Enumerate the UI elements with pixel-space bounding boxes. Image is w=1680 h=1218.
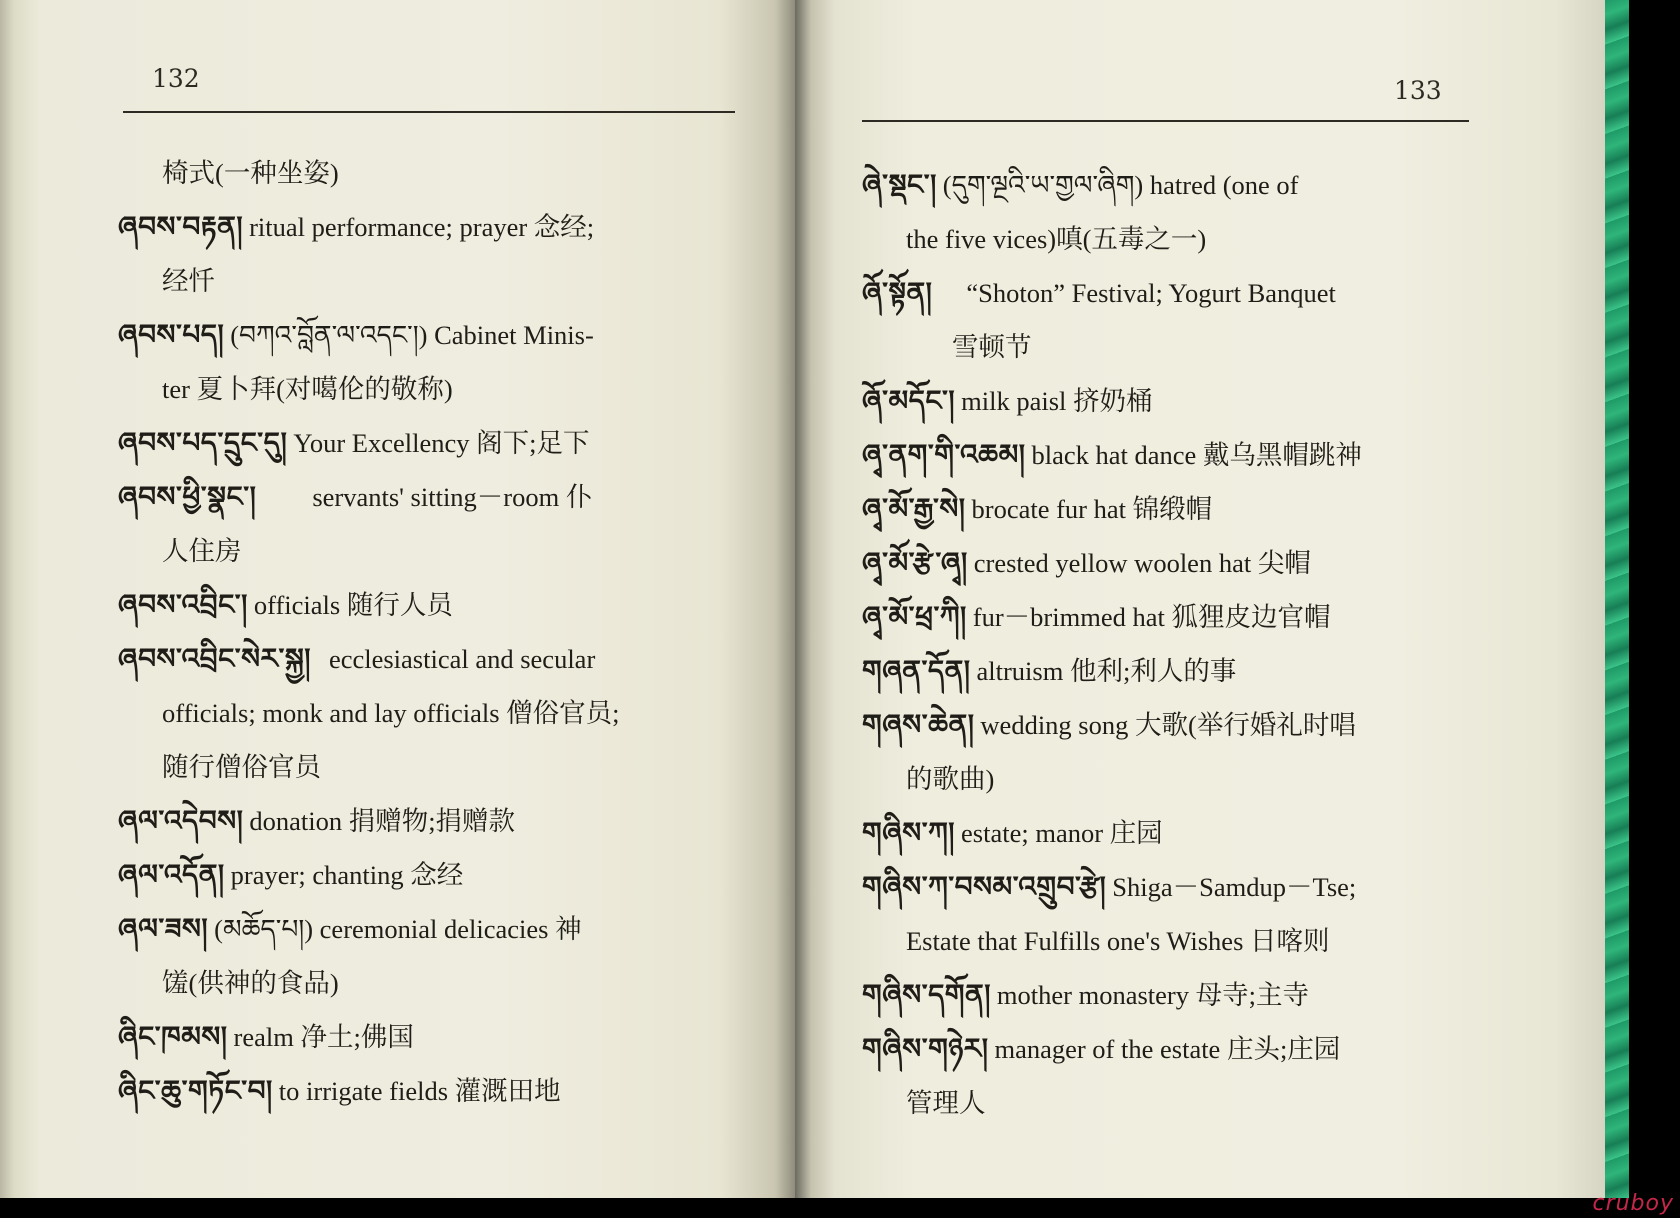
dictionary-entry [862, 428, 1470, 482]
entry-line: 雪顿节 [952, 332, 1032, 362]
entry-definition: altruism 他利;利人的事 [976, 656, 1237, 686]
entry-definition: estate; manor 庄园 [961, 818, 1163, 848]
entry-line: 椅式(一种坐姿) [162, 158, 339, 188]
dictionary-entry [862, 860, 1470, 968]
entry-definition: (བཀའ་བློན་ལ་འདང་།) Cabinet Minis- [230, 320, 594, 350]
entry-definition: (མཆོད་པ།) ceremonial delicacies 神 [214, 914, 582, 944]
dictionary-entry [862, 266, 1470, 374]
entry-definition: donation 捐赠物;捐赠款 [249, 806, 516, 836]
tibetan-headword: ཞལ་ཟས། [118, 912, 209, 945]
dictionary-entry [862, 1022, 1470, 1130]
tibetan-headword: ཞོ་མདོང་། [862, 384, 956, 417]
tibetan-headword: ཞབས་བརྟན། [118, 210, 244, 243]
entry-line: 的歌曲) [906, 764, 995, 794]
right-header-rule [862, 120, 1469, 122]
entry-definition: fur－brimmed hat 狐狸皮边官帽 [972, 602, 1331, 632]
dictionary-entry [862, 644, 1470, 698]
tibetan-headword: གཞིས་ཀ། [862, 816, 956, 849]
entry-line: Estate that Fulfills one's Wishes 日喀则 [906, 926, 1330, 956]
tibetan-headword: ཞིང་ཆུ་གཏོང་བ། [118, 1074, 273, 1107]
entry-definition: Your Excellency 阁下;足下 [293, 428, 590, 458]
tibetan-headword: ཞབས་ཕྱི་སྣང་། [118, 480, 257, 513]
entry-line: the five vices)嗔(五毒之一) [906, 224, 1207, 254]
entry-definition: “Shoton” Festival; Yogurt Banquet [966, 278, 1336, 308]
entry-definition: black hat dance 戴乌黑帽跳神 [1031, 440, 1362, 470]
entry-line: ter 夏卜拜(对噶伦的敬称) [162, 374, 453, 404]
tibetan-headword: གཞིས་གཉེར། [862, 1032, 989, 1065]
watermark: cruboy [1592, 1191, 1674, 1216]
dictionary-entry [118, 578, 730, 632]
entry-definition: mother monastery 母寺;主寺 [996, 980, 1309, 1010]
dictionary-entry [862, 590, 1470, 644]
dictionary-entry [118, 470, 730, 578]
tibetan-headword: ཞབས་འབྲིང་། [118, 588, 248, 621]
dictionary-entry [862, 806, 1470, 860]
tibetan-headword: གཞིས་དགོན། [862, 978, 991, 1011]
entry-definition: wedding song 大歌(举行婚礼时唱 [980, 710, 1356, 740]
dictionary-entry [118, 1064, 730, 1118]
entry-definition: to irrigate fields 灌溉田地 [278, 1076, 561, 1106]
tibetan-headword: གཞས་ཆེན། [862, 708, 975, 741]
entry-line: 管理人 [906, 1088, 986, 1118]
tibetan-headword: ཞྭ་མོ་ཕྲ་ཀི། [862, 600, 967, 633]
tibetan-headword: ཞོ་སྟོན། [862, 276, 933, 309]
dictionary-entry [118, 416, 730, 470]
dictionary-entry [118, 200, 730, 308]
tibetan-headword: ཞྭ་མོ་རྩེ་ཞྭ། [862, 546, 968, 579]
tibetan-headword: ཞལ་འདོན། [118, 858, 225, 891]
tibetan-headword: ཞབས་འབྲིང་སེར་སྐྱ། [118, 642, 311, 675]
entry-line: officials; monk and lay officials 僧俗官员; [162, 698, 620, 728]
dictionary-entry [118, 308, 730, 416]
right-page-number: 133 [1394, 76, 1442, 105]
entry-definition: crested yellow woolen hat 尖帽 [973, 548, 1311, 578]
entry-line: 馐(供神的食品) [162, 968, 339, 998]
tibetan-headword: ཞབས་པད། [118, 318, 225, 351]
dictionary-entry [862, 482, 1470, 536]
book-cover-edge [1605, 0, 1629, 1205]
entry-definition: manager of the estate 庄头;庄园 [994, 1034, 1341, 1064]
entry-definition: ecclesiastical and secular [328, 644, 596, 674]
entry-definition: brocate fur hat 锦缎帽 [971, 494, 1213, 524]
tibetan-headword: ཞབས་པད་དྲུང་དུ། [118, 426, 288, 459]
entry-definition: milk paisl 挤奶桶 [961, 386, 1153, 416]
entry-definition: prayer; chanting 念经 [230, 860, 464, 890]
dictionary-entry [862, 698, 1470, 806]
tibetan-headword: ཞལ་འདེབས། [118, 804, 244, 837]
bottom-shadow [0, 1198, 1680, 1218]
right-entries [862, 158, 1470, 1130]
left-entries [118, 146, 730, 1118]
entry-line: 随行僧俗官员 [162, 752, 321, 782]
dictionary-entry [862, 374, 1470, 428]
dictionary-entry [118, 632, 730, 794]
entry-definition: ritual performance; prayer 念经; [249, 212, 595, 242]
tibetan-headword: གཞིས་ཀ་བསམ་འགྲུབ་རྩེ། [862, 870, 1107, 903]
tibetan-headword: ཞིང་ཁམས། [118, 1020, 228, 1053]
dictionary-entry [118, 146, 730, 200]
entry-line: 人住房 [162, 536, 242, 566]
dictionary-entry [862, 158, 1470, 266]
dictionary-entry [118, 1010, 730, 1064]
tibetan-headword: ཞྭ་ནག་གི་འཆམ། [862, 438, 1026, 471]
tibetan-headword: ཞྭ་མོ་རྒྱ་སེ། [862, 492, 966, 525]
entry-definition: realm 净土;佛国 [233, 1022, 414, 1052]
entry-definition: (དུག་ལྔའི་ཡ་གྱལ་ཞིག) hatred (one of [942, 170, 1299, 200]
tibetan-headword: གཞན་དོན། [862, 654, 971, 687]
dictionary-entry [118, 902, 730, 1010]
dictionary-entry [118, 848, 730, 902]
entry-definition: officials 随行人员 [253, 590, 453, 620]
entry-line: 经忏 [162, 266, 215, 296]
entry-definition: Shiga－Samdup－Tse; [1112, 872, 1357, 902]
dictionary-entry [118, 794, 730, 848]
left-page-number: 132 [152, 64, 200, 93]
left-header-rule [123, 111, 735, 113]
tibetan-headword: ཞེ་སྡང་། [862, 168, 937, 201]
dictionary-entry [862, 968, 1470, 1022]
dictionary-entry [862, 536, 1470, 590]
entry-definition: servants' sitting－room 仆 [312, 482, 593, 512]
